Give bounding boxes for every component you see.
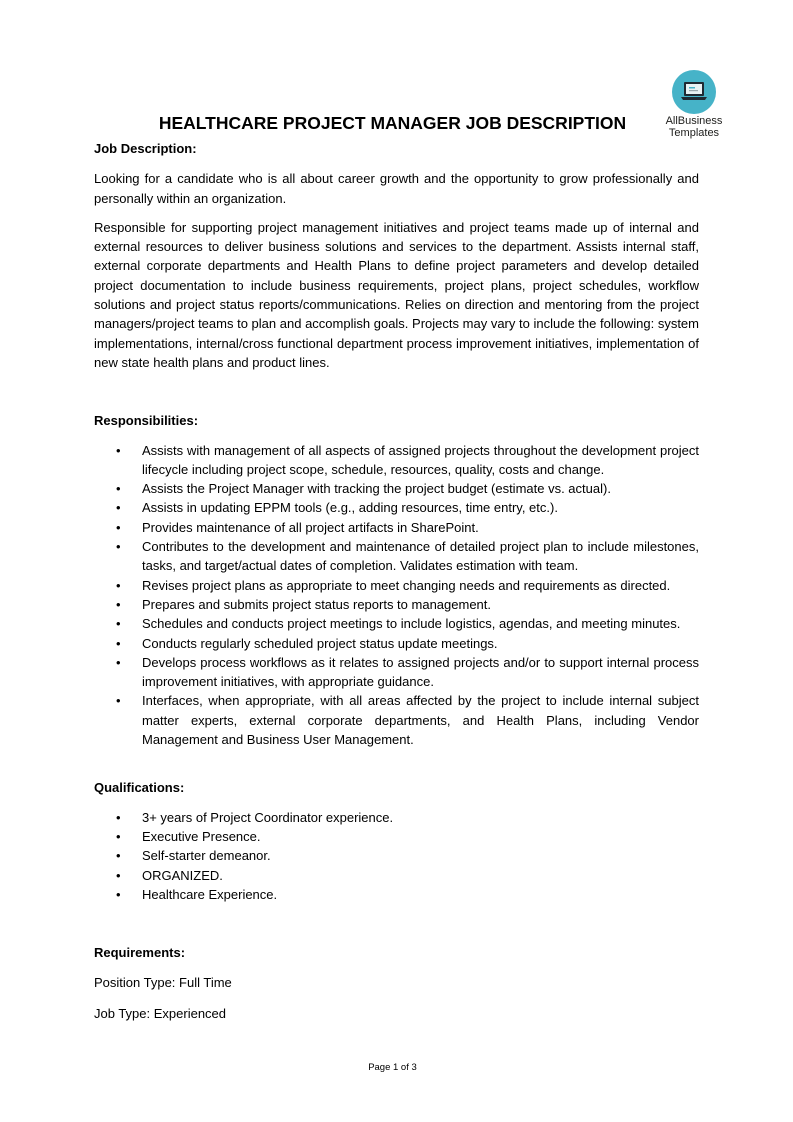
list-item: • Schedules and conducts project meetings to include logistics, agendas, and meeting minutes. — [94, 614, 699, 633]
bullet-icon: • — [116, 828, 121, 844]
bullet-icon: • — [116, 481, 121, 497]
list-item: • Provides maintenance of all project artifacts in SharePoint. — [94, 518, 699, 537]
job-description-heading: Job Description: — [94, 141, 197, 156]
list-item: • Contributes to the development and maintenance of detailed project plan to include milestones, tasks, and target/actual dates of completion. Validates estimation with team. — [116, 539, 699, 574]
laptop-icon — [681, 81, 707, 103]
bullet-icon: • — [116, 616, 121, 632]
position-type: Position Type: Full Time — [94, 975, 232, 991]
job-description-paragraph-1: Looking for a candidate who is all about career growth and the opportunity to grow professionally and personally within an organization. — [94, 171, 699, 206]
list-item: • Prepares and submits project status reports to management. — [94, 595, 699, 614]
list-item: • Self-starter demeanor. — [94, 846, 699, 865]
list-item: • Assists the Project Manager with tracking the project budget (estimate vs. actual). — [94, 479, 699, 498]
bullet-icon: • — [116, 848, 121, 864]
logo-line-2: Templates — [668, 127, 720, 139]
list-item: • Executive Presence. — [94, 827, 699, 846]
list-item: • 3+ years of Project Coordinator experience. — [94, 808, 699, 827]
list-item: • Healthcare Experience. — [94, 885, 699, 904]
bullet-icon: • — [116, 539, 121, 555]
bullet-icon: • — [116, 519, 121, 535]
job-type: Job Type: Experienced — [94, 1005, 227, 1021]
bullet-icon: • — [116, 654, 121, 670]
bullet-icon: • — [116, 635, 121, 651]
responsibilities-list — [94, 441, 699, 750]
page-number: Page 1 of 3 — [368, 1062, 417, 1073]
document-body — [94, 139, 699, 1023]
qualifications-heading: Qualifications: — [94, 780, 185, 796]
list-item: • Assists with management of all aspects of assigned projects throughout the development project lifecycle including project scope, schedule, resources, quality, costs and change. — [116, 442, 699, 477]
page-title: HEALTHCARE PROJECT MANAGER JOB DESCRIPTION — [158, 113, 627, 133]
list-item: • Assists in updating EPPM tools (e.g., adding resources, time entry, etc.). — [94, 498, 699, 517]
list-item: • Revises project plans as appropriate to meet changing needs and requirements as directed. — [94, 576, 699, 595]
list-item: • Conducts regularly scheduled project status update meetings. — [94, 634, 699, 653]
bullet-icon: • — [116, 500, 121, 516]
logo-line-1: AllBusiness — [665, 115, 723, 127]
list-item: • Develops process workflows as it relates to assigned projects and/or to support internal process improvement initiatives, with appropriate guidance. — [116, 654, 699, 690]
bullet-icon: • — [116, 442, 121, 458]
bullet-icon: • — [116, 577, 121, 593]
bullet-icon: • — [116, 596, 121, 612]
bullet-icon: • — [116, 693, 121, 709]
logo-circle — [672, 70, 716, 114]
qualifications-list — [94, 808, 699, 904]
list-item: • Interfaces, when appropriate, with all areas affected by the project to include internal subject matter experts, external corporate departments, and Health Plans, including Vendor Management and Business User Management. — [116, 693, 699, 748]
job-description-paragraph-2: Responsible for supporting project management initiatives and project teams made up of internal and external resources to deliver business solutions and services to the department. Assists internal staff, external corporate departments and Health Plans to define project parameters and develop detailed project documentation to include business requirements, project plans, project schedules, workflow solutions and project status reports/communications. Relies on direction and mentoring from the project managers/project teams to plan and accomplish goals. Projects may vary to include the following: system implementations, internal/cross functional department process improvement initiatives, implementation of new state health plans and product lines. — [94, 219, 699, 370]
requirements-heading: Requirements: — [94, 945, 186, 961]
bullet-icon: • — [116, 809, 121, 825]
list-item: • ORGANIZED. — [94, 866, 699, 885]
bullet-icon: • — [116, 886, 121, 902]
responsibilities-heading: Responsibilities: — [94, 413, 199, 429]
bullet-icon: • — [116, 867, 121, 883]
